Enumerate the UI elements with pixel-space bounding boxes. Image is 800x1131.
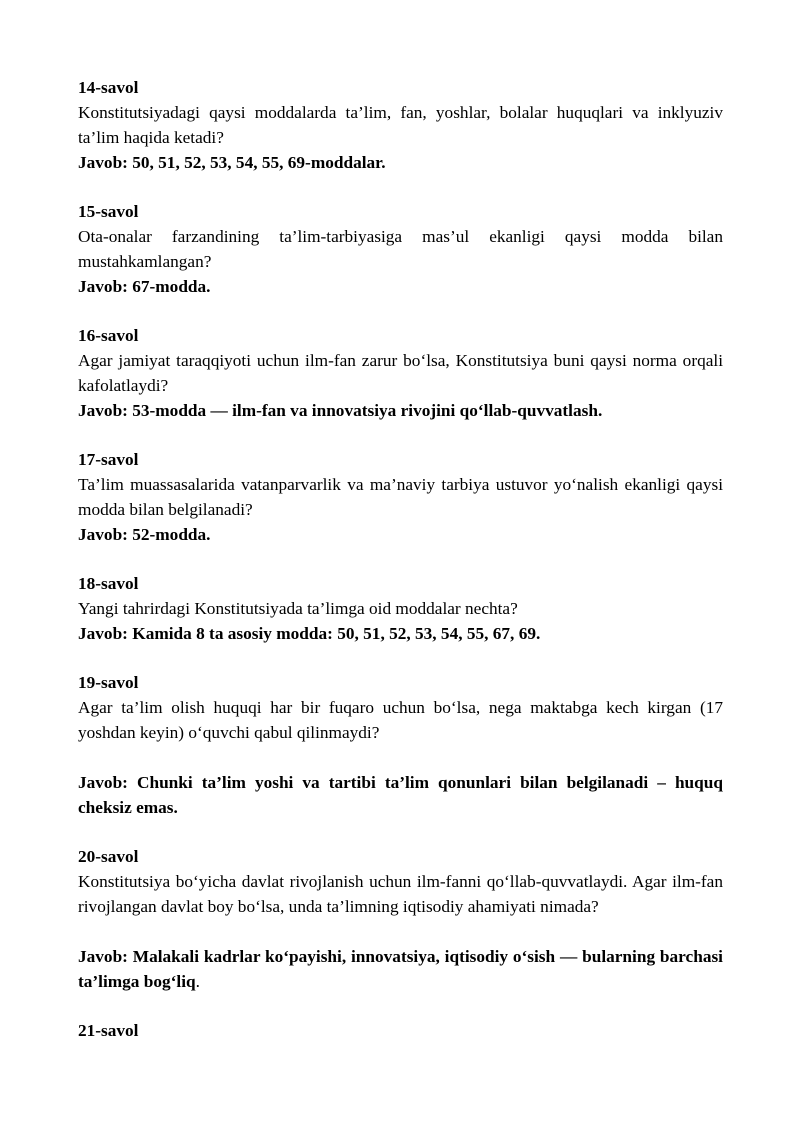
- question-21: [78, 1018, 723, 1043]
- question-15: [78, 199, 723, 299]
- answer-text: Javob: 52-modda.: [78, 525, 211, 544]
- question-text: Ota-onalar farzandining ta’lim-tarbiyasiga mas’ul ekanligi qaysi modda bilan mustahkamlangan?: [78, 227, 723, 271]
- question-title: 15-savol: [78, 202, 139, 221]
- question-title: 14-savol: [78, 78, 139, 97]
- question-text: Agar ta’lim olish huquqi har bir fuqaro uchun bo‘lsa, nega maktabga kech kirgan (17 yoshdan keyin) o‘quvchi qabul qilinmaydi?: [78, 698, 723, 742]
- question-text: Yangi tahrirdagi Konstitutsiyada ta’limga oid moddalar nechta?: [78, 599, 518, 618]
- question-18: [78, 571, 723, 646]
- answer-text: Javob: 67-modda.: [78, 277, 211, 296]
- question-14: [78, 75, 723, 175]
- document-page: [78, 75, 723, 1067]
- question-16: [78, 323, 723, 423]
- question-title: 21-savol: [78, 1021, 139, 1040]
- answer-period: .: [195, 972, 200, 991]
- question-text: Agar jamiyat taraqqiyoti uchun ilm-fan zarur bo‘lsa, Konstitutsiya buni qaysi norma orqali kafolatlaydi?: [78, 351, 723, 395]
- question-title: 20-savol: [78, 847, 139, 866]
- question-title: 17-savol: [78, 450, 139, 469]
- answer-text: Javob: Chunki ta’lim yoshi va tartibi ta’lim qonunlari bilan belgilanadi – huquq cheksiz emas.: [78, 773, 723, 817]
- question-text: Konstitutsiyadagi qaysi moddalarda ta’lim, fan, yoshlar, bolalar huquqlari va inklyuziv ta’lim haqida ketadi?: [78, 103, 723, 147]
- question-title: 19-savol: [78, 673, 139, 692]
- question-text: Konstitutsiya bo‘yicha davlat rivojlanish uchun ilm-fanni qo‘llab-quvvatlaydi. Agar ilm-fan rivojlangan davlat boy bo‘lsa, unda ta’limning iqtisodiy ahamiyati nimada?: [78, 872, 723, 916]
- answer-main: Javob: Malakali kadrlar ko‘payishi, innovatsiya, iqtisodiy o‘sish — bularning barchasi ta’limga bog‘liq: [78, 947, 723, 991]
- question-title: 18-savol: [78, 574, 139, 593]
- question-19: [78, 670, 723, 820]
- question-title: 16-savol: [78, 326, 139, 345]
- answer-text: Javob: 50, 51, 52, 53, 54, 55, 69-moddalar.: [78, 153, 386, 172]
- question-20: [78, 844, 723, 994]
- answer-text: [78, 944, 723, 994]
- answer-text: Javob: 53-modda — ilm-fan va innovatsiya rivojini qo‘llab-quvvatlash.: [78, 401, 603, 420]
- question-17: [78, 447, 723, 547]
- question-text: Ta’lim muassasalarida vatanparvarlik va ma’naviy tarbiya ustuvor yo‘nalish ekanligi qaysi modda bilan belgilanadi?: [78, 475, 723, 519]
- answer-text: Javob: Kamida 8 ta asosiy modda: 50, 51, 52, 53, 54, 55, 67, 69.: [78, 624, 541, 643]
